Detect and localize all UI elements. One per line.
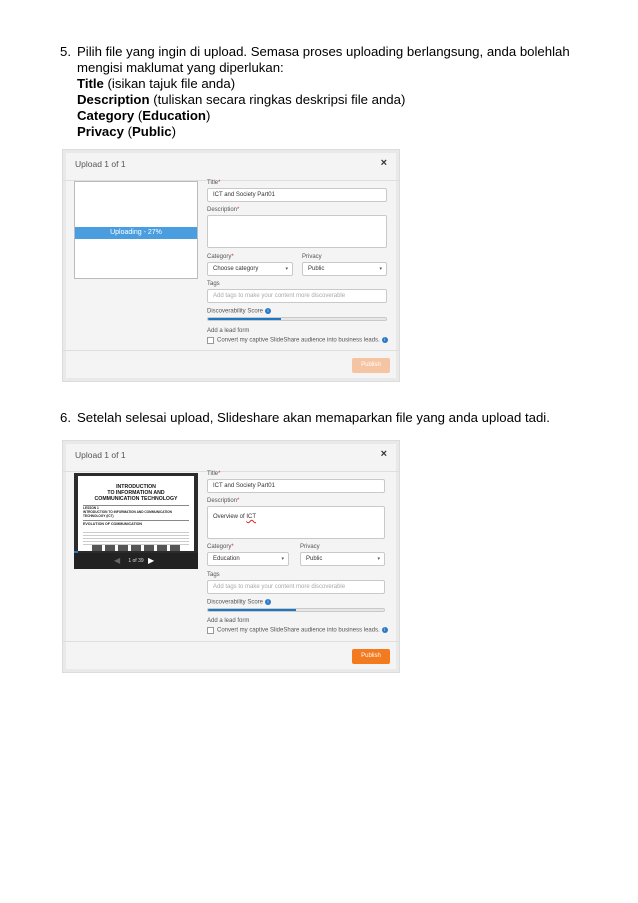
field-instruction-description: Description (tuliskan secara ringkas deskripsi file anda) <box>77 92 406 107</box>
category-label: Category* <box>207 254 234 260</box>
slide-lesson: LESSON 1 <box>83 506 99 510</box>
lead-form-checkbox-label: Convert my captive SlideShare audience into business leads. i <box>217 337 388 344</box>
title-input[interactable]: ICT and Society Part01 <box>207 479 385 493</box>
upload-dialog-uploading <box>62 149 400 382</box>
description-textarea[interactable] <box>207 215 387 248</box>
privacy-select[interactable]: Public ▾ <box>300 552 385 566</box>
close-icon[interactable]: × <box>380 448 387 460</box>
privacy-select[interactable]: Public ▾ <box>302 262 387 276</box>
category-select[interactable]: Choose category ▾ <box>207 262 293 276</box>
upload-dialog-complete <box>62 440 400 673</box>
category-select[interactable]: Education ▾ <box>207 552 289 566</box>
discoverability-label: Discoverability Score i <box>207 308 271 315</box>
step-number: 6. <box>60 410 71 425</box>
info-icon: i <box>265 599 271 605</box>
tags-input[interactable]: Add tags to make your content more discoverable <box>207 580 385 594</box>
publish-button[interactable]: Publish <box>352 649 390 664</box>
info-icon: i <box>382 337 388 343</box>
dialog-title: Upload 1 of 1 <box>75 159 126 169</box>
chevron-down-icon: ▾ <box>281 556 284 562</box>
publish-button[interactable]: Publish <box>352 358 390 373</box>
dialog-header <box>63 441 399 472</box>
discoverability-score-bar <box>207 608 385 612</box>
category-label: Category* <box>207 544 234 550</box>
slide-section: EVOLUTION OF COMMUNICATION <box>83 522 143 526</box>
slide-page-counter: 1 of 39 <box>128 558 144 564</box>
upload-progress-bar: Uploading - 27% <box>75 227 197 239</box>
slide-image-strip <box>92 545 180 551</box>
title-input[interactable]: ICT and Society Part01 <box>207 188 387 202</box>
description-label: Description* <box>207 207 240 213</box>
lead-form-checkbox[interactable] <box>207 627 214 634</box>
info-icon: i <box>382 627 388 633</box>
title-label: Title* <box>207 471 221 477</box>
tags-input[interactable]: Add tags to make your content more discoverable <box>207 289 387 303</box>
field-instruction-privacy: Privacy (Public) <box>77 124 176 139</box>
upload-thumbnail <box>74 181 198 279</box>
chevron-down-icon: ▾ <box>379 266 382 272</box>
slide-title: INTRODUCTION TO INFORMATION AND COMMUNICATION TECHNOLOGY <box>94 484 178 502</box>
dialog-footer <box>63 641 399 672</box>
previous-icon[interactable]: ◀ <box>114 556 121 565</box>
slide-body-text <box>83 531 189 545</box>
tags-label: Tags <box>207 281 220 287</box>
lead-form-checkbox[interactable] <box>207 337 214 344</box>
next-icon[interactable]: ▶ <box>148 556 155 565</box>
dialog-footer <box>63 350 399 381</box>
step-text-line: Pilih file yang ingin di upload. Semasa proses uploading berlangsung, anda bolehlah <box>77 44 570 59</box>
privacy-label: Privacy <box>302 254 322 260</box>
discoverability-score-fill <box>208 318 281 320</box>
field-instruction-category: Category (Education) <box>77 108 211 123</box>
description-label: Description* <box>207 498 240 504</box>
discoverability-score-fill <box>208 609 296 611</box>
lead-form-label: Add a lead form <box>207 618 250 624</box>
chevron-down-icon: ▾ <box>377 556 380 562</box>
step-text-line: Setelah selesai upload, Slideshare akan memaparkan file yang anda upload tadi. <box>77 410 550 425</box>
discoverability-score-bar <box>207 317 387 321</box>
dialog-title: Upload 1 of 1 <box>75 450 126 460</box>
info-icon: i <box>265 308 271 314</box>
privacy-label: Privacy <box>300 544 320 550</box>
tags-label: Tags <box>207 572 220 578</box>
description-textarea[interactable]: Overview of ICT <box>207 506 385 539</box>
step-number: 5. <box>60 44 71 59</box>
slide-lesson-subtitle: INTRODUCTION TO INFORMATION AND COMMUNICATION TECHNOLOGY (ICT) <box>83 510 172 518</box>
field-instruction-title: Title (isikan tajuk file anda) <box>77 76 236 91</box>
dialog-header <box>63 150 399 181</box>
discoverability-label: Discoverability Score i <box>207 599 271 606</box>
chevron-down-icon: ▾ <box>285 266 288 272</box>
title-label: Title* <box>207 180 221 186</box>
slide-preview[interactable] <box>74 473 198 569</box>
lead-form-label: Add a lead form <box>207 328 250 334</box>
slide-controls <box>74 553 198 569</box>
close-icon[interactable]: × <box>380 157 387 169</box>
step-text-line: mengisi maklumat yang diperlukan: <box>77 60 284 75</box>
lead-form-checkbox-label: Convert my captive SlideShare audience into business leads. i <box>217 627 388 634</box>
slide-page <box>78 476 194 551</box>
